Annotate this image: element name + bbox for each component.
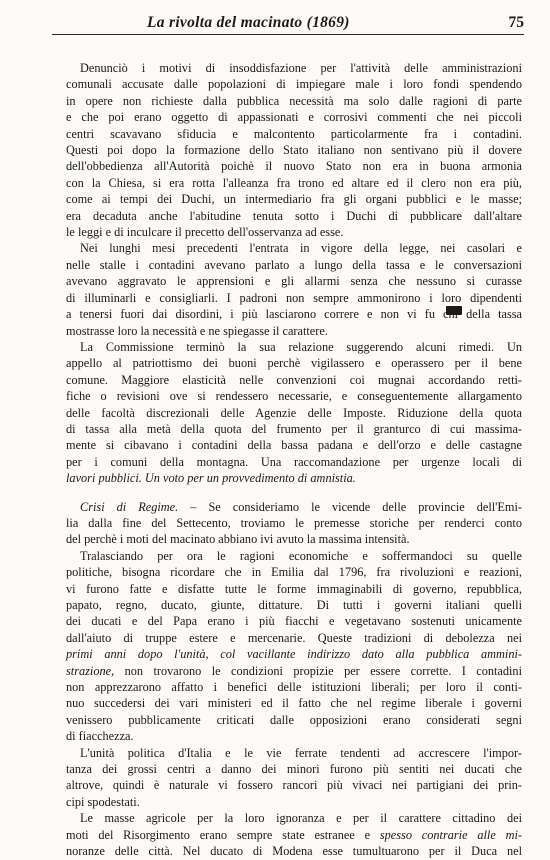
section-lead-heading: Crisi di Regime. — [80, 499, 179, 514]
page-number: 75 — [508, 14, 524, 31]
text-line: di illuminarli e consigliarli. I padroni non sempre ammonirono i loro dipendenti — [66, 290, 522, 305]
text-line: Nei lunghi mesi precedenti l'entrata in vigore della legge, nei casolari e — [80, 241, 522, 256]
text-line: L'unità politica d'Italia e le vie ferrate tendenti ad accrescere l'impor- — [80, 745, 522, 760]
text-line: per i comuni della montagna. Una raccomandazione per urgenze locali di — [66, 454, 522, 469]
text-run: non trovarono le condizioni propizie per essere corrette. I contadini — [114, 663, 522, 678]
text-line: era decaduta anche l'abitudine tenuta sotto i Duchi di pubblicare dall'altare — [66, 208, 522, 223]
text-line: dell'obbedienza all'Autorità poichè il nuovo Stato non era in buona armonia — [66, 159, 522, 174]
text-line: con la Chiesa, si era rotta l'alleanza fra trono ed altare ed il clero non era più, — [66, 175, 522, 190]
running-title: La rivolta del macinato (1869) — [147, 14, 350, 31]
text-line: noranze delle città. Nel ducato di Modena esse tumultuarono per il Duca nel — [66, 844, 522, 859]
paragraph-commissione — [52, 339, 522, 487]
paragraph-tralasciando — [52, 548, 522, 745]
text-line: come ai tempi dei Duchi, un intermediario fra gli organi pubblici e le masse; — [66, 192, 522, 207]
text-line: fiche o revisioni ove si rendessero necessarie, e conseguentemente allargamento — [66, 389, 522, 404]
text-line: dall'aiuto di truppe estere e mercenarie. Queste tradizioni di debolezza nei — [66, 630, 522, 645]
italic-text: primi anni dopo l'unità, col vacillante indirizzo dato alla pubblica ammini- — [66, 647, 522, 662]
italic-text: strazione, — [66, 663, 115, 678]
text-line: nuo succedersi dei vari ministeri ed il fatto che nel regime liberale i governi — [66, 696, 522, 711]
italic-text: lavori pubblici. Un voto per un provvedimento di amnistia. — [66, 471, 356, 486]
text-line: vi furono fatte e disfatte tutte le forme immaginabili di governo, repubblica, — [66, 581, 522, 596]
text-line: mostrasse loro la necessità e ne spiegasse il carattere. — [66, 323, 328, 338]
text-line: papato, regno, ducato, giunte, dittature. Di tutti i governi italiani quelli — [66, 598, 522, 612]
page-header — [52, 12, 524, 35]
text-run: moti del Risorgimento erano sempre state estranee e — [66, 827, 380, 842]
text-line: Tralasciando per ora le ragioni economiche e soffermandoci su quelle — [80, 548, 522, 563]
paragraph-masse-agricole — [52, 810, 522, 859]
text-line: altrove, quindi è naturale vi fossero rancori più vivaci nei partigiani dei prin- — [66, 778, 522, 793]
text-line: cipi spodestati. — [66, 794, 140, 809]
text-line: le leggi e di inculcare il precetto dell'osservanza ad esse. — [66, 225, 344, 240]
text-line: dei ducati e del Papa erano i più fiacchi e vegetavano sostenuti unicamente — [66, 614, 522, 629]
text-line: di fiacchezza. — [66, 729, 134, 744]
text-line: Denunciò i motivi di insoddisfazione per l'attività delle amministrazioni — [80, 61, 522, 75]
paragraph-crisi-di-regime — [52, 499, 522, 548]
paragraph-unita-politica — [52, 745, 522, 811]
text-line: delle facoltà discrezionali delle Agenzie delle Imposte. Riduzione della quota — [66, 405, 522, 420]
text-line: mente si cibavano i contadini della bassa padana e dell'orzo e delle castagne — [66, 438, 522, 453]
text-line: appello al patriottismo dei buoni perchè vigilassero e operassero per il bene — [66, 356, 522, 371]
text-run: – Se consideriamo le vicende delle provincie dell'Emi- — [178, 499, 522, 514]
text-line: comune. Maggiore elasticità nelle convenzioni coi mugnai accordando retti- — [66, 372, 522, 387]
text-line: di tassa alla metà della quota del frumento per il granturco di cui massima- — [66, 421, 522, 436]
text-line: avevano aggravato le apprensioni e gli allarmi senza che nessuno si curasse — [66, 274, 522, 289]
text-line: Le masse agricole per la loro ignoranza e per il carattere cittadino dei — [80, 811, 522, 826]
text-line: tanza dei grossi centri a danno dei minori furono più sentiti nei ducati che — [66, 762, 522, 777]
text-line: del perchè i moti del macinato abbiano ivi avuto la massima intensità. — [66, 532, 410, 547]
text-line — [52, 663, 522, 679]
paragraph-lunghi-mesi — [52, 240, 522, 338]
text-line: La Commissione terminò la sua relazione suggerendo alcuni rimedi. Un — [80, 339, 522, 354]
text-line: centri scavavano sfiducia e malcontento particolarmente fra i contadini. — [66, 126, 522, 141]
body-text — [52, 60, 522, 860]
text-line: non apprezzarono affatto i benefici delle istituzioni liberali; per loro il conti- — [66, 680, 522, 695]
paragraph-denuncio — [52, 60, 522, 240]
text-line: in opere non richieste dalla pubblica necessità ma solo dalle ragioni di parte — [66, 93, 522, 108]
italic-text: spesso contrarie alle mi- — [379, 827, 522, 842]
text-line — [52, 470, 522, 486]
text-line: lia dalla fine del Settecento, troviamo le premesse storiche per renderci conto — [66, 515, 522, 530]
text-line: politiche, bisogna ricordare che in Emilia dal 1796, fra rivoluzioni e reazioni, — [66, 565, 522, 580]
section-gap — [52, 487, 522, 499]
text-line: nelle stalle i contadini avevano parlato a lungo della tassa e le conversazioni — [66, 257, 522, 272]
text-line — [52, 827, 522, 843]
text-line: comunali accusate dalle popolazioni di impiegare male i loro fondi spendendo — [66, 77, 522, 92]
text-line — [52, 499, 522, 515]
text-line: e che poi erano oggetto di appassionati e corrosivi commenti che nei piccoli — [66, 110, 522, 125]
text-line: a tenersi fuori dai disordini, i più lasciarono correre e non vi fu chi della tassa — [66, 307, 522, 322]
text-line — [52, 646, 522, 662]
text-line: venissero pubblicamente criticati dalle opposizioni erano considerati segni — [66, 712, 522, 727]
text-line: Questi poi dopo la formazione dello Stato italiano non sentivano più il dovere — [66, 143, 522, 158]
